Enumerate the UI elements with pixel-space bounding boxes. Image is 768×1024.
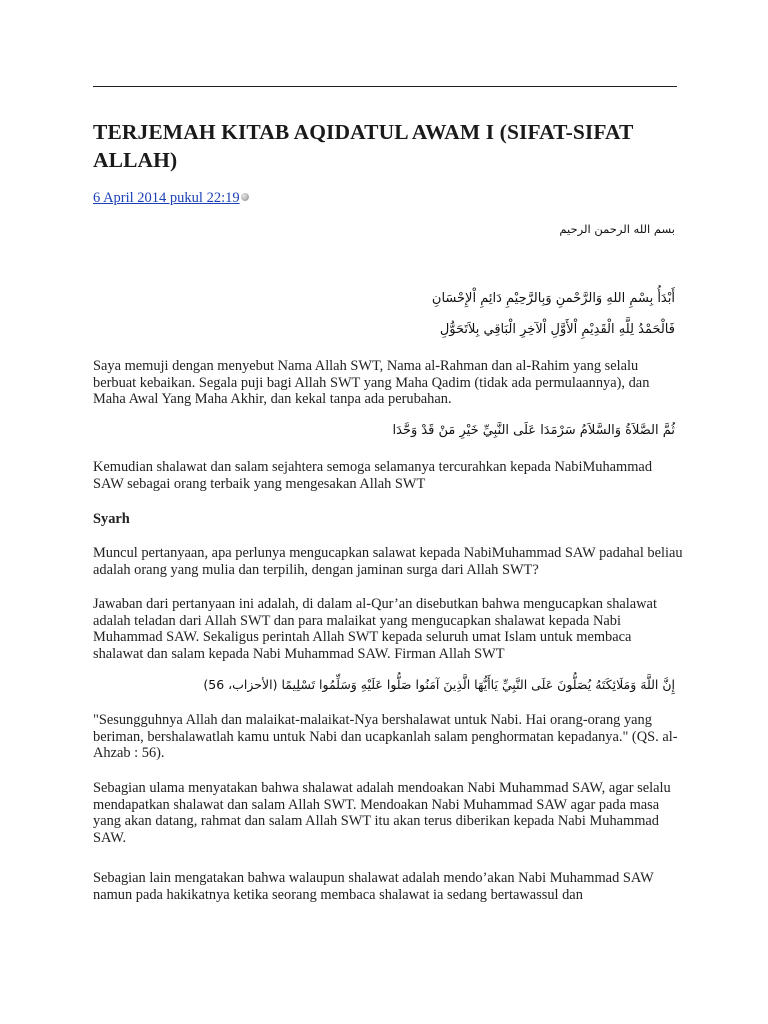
paragraph-quran-translation: "Sesungguhnya Allah dan malaikat-malaikat-Nya bershalawat untuk Nabi. Hai orang-orang yang beriman, bershalawatlah kamu untuk Nabi dan ucapkanlah salam penghormatan kepadanya." (QS. al-Ahzab : 56). bbox=[93, 712, 678, 762]
post-meta bbox=[93, 189, 249, 207]
paragraph-answer: Jawaban dari pertanyaan ini adalah, di dalam al-Qur’an disebutkan bahwa mengucapkan shalawat adalah teladan dari Allah SWT dan para malaikat yang mengucapkan shalawat kepada Nabi Muhammad SAW. Sekaligus perintah Allah SWT kepada seluruh umat Islam untuk membaca shalawat dan salam kepada Nabi Muhammad SAW. Firman Allah SWT bbox=[93, 596, 657, 662]
arabic-verse-1: أَبْدَأُ بِسْمِ اللهِ وَالرَّحْمنِ وَبِالرَّحِيْمِ دَائِمِ اْلإِحْسَانِ bbox=[431, 291, 675, 306]
quran-verse: إِنَّ اللَّهَ وَمَلَائِكَتَهُ يُصَلُّونَ عَلَى النَّبِيِّ يَاأَيُّهَا الَّذِينَ آمَنُوا صَلُّوا عَلَيْهِ وَسَلِّمُوا تَسْلِيمًا (الأحزاب، 56) bbox=[203, 677, 675, 692]
arabic-verse-2: فَالْحَمْدُ لِلَّهِ الْقَدِيْمِ اْلأَوَّلِ اْلآخِرِ الْبَاقِي بِلاَتَحَوُّلِ bbox=[439, 322, 675, 337]
paragraph-ulama-opinion: Sebagian ulama menyatakan bahwa shalawat adalah mendoakan Nabi Muhammad SAW, agar selalu mendapatkan shalawat dan salam Allah SWT. Mendoakan Nabi Muhammad SAW agar pada masa yang akan datang, rahmat dan salam Allah SWT itu akan terus diberikan kepada Nabi Muhammad SAW. bbox=[93, 780, 671, 846]
globe-link-icon bbox=[241, 193, 249, 201]
syarh-heading: Syarh bbox=[93, 511, 130, 527]
arabic-verse-3: ثُمَّ الصَّلاَةُ وَالسَّلاَمُ سَرْمَدَا عَلَى النَّبِيِّ خَيْرِ مَنْ قَدْ وَحَّدَا bbox=[392, 423, 675, 438]
basmala-text: بسم الله الرحمن الرحيم bbox=[559, 222, 675, 236]
paragraph-question: Muncul pertanyaan, apa perlunya mengucapkan salawat kepada NabiMuhammad SAW padahal beliau adalah orang yang mulia dan terpilih, dengan jaminan surga dari Allah SWT? bbox=[93, 545, 683, 578]
paragraph-translation-1: Saya memuji dengan menyebut Nama Allah SWT, Nama al-Rahman dan al-Rahim yang selalu berbuat kebaikan. Segala puji bagi Allah SWT yang Maha Qadim (tidak ada permulaannya), dan Maha Awal Yang Maha Akhir, dan kekal tanpa ada perubahan. bbox=[93, 358, 650, 408]
paragraph-other-opinion: Sebagian lain mengatakan bahwa walaupun shalawat adalah mendo’akan Nabi Muhammad SAW namun pada hakikatnya ketika seorang membaca shalawat ia sedang bertawassul dan bbox=[93, 870, 654, 903]
paragraph-translation-2: Kemudian shalawat dan salam sejahtera semoga selamanya tercurahkan kepada NabiMuhammad SAW sebagai orang terbaik yang mengesakan Allah SWT bbox=[93, 459, 653, 492]
post-title: TERJEMAH KITAB AQIDATUL AWAM I (SIFAT-SIFAT ALLAH) bbox=[93, 120, 634, 172]
post-date-link[interactable]: 6 April 2014 pukul 22:19 bbox=[93, 190, 240, 206]
header-divider bbox=[93, 86, 677, 87]
